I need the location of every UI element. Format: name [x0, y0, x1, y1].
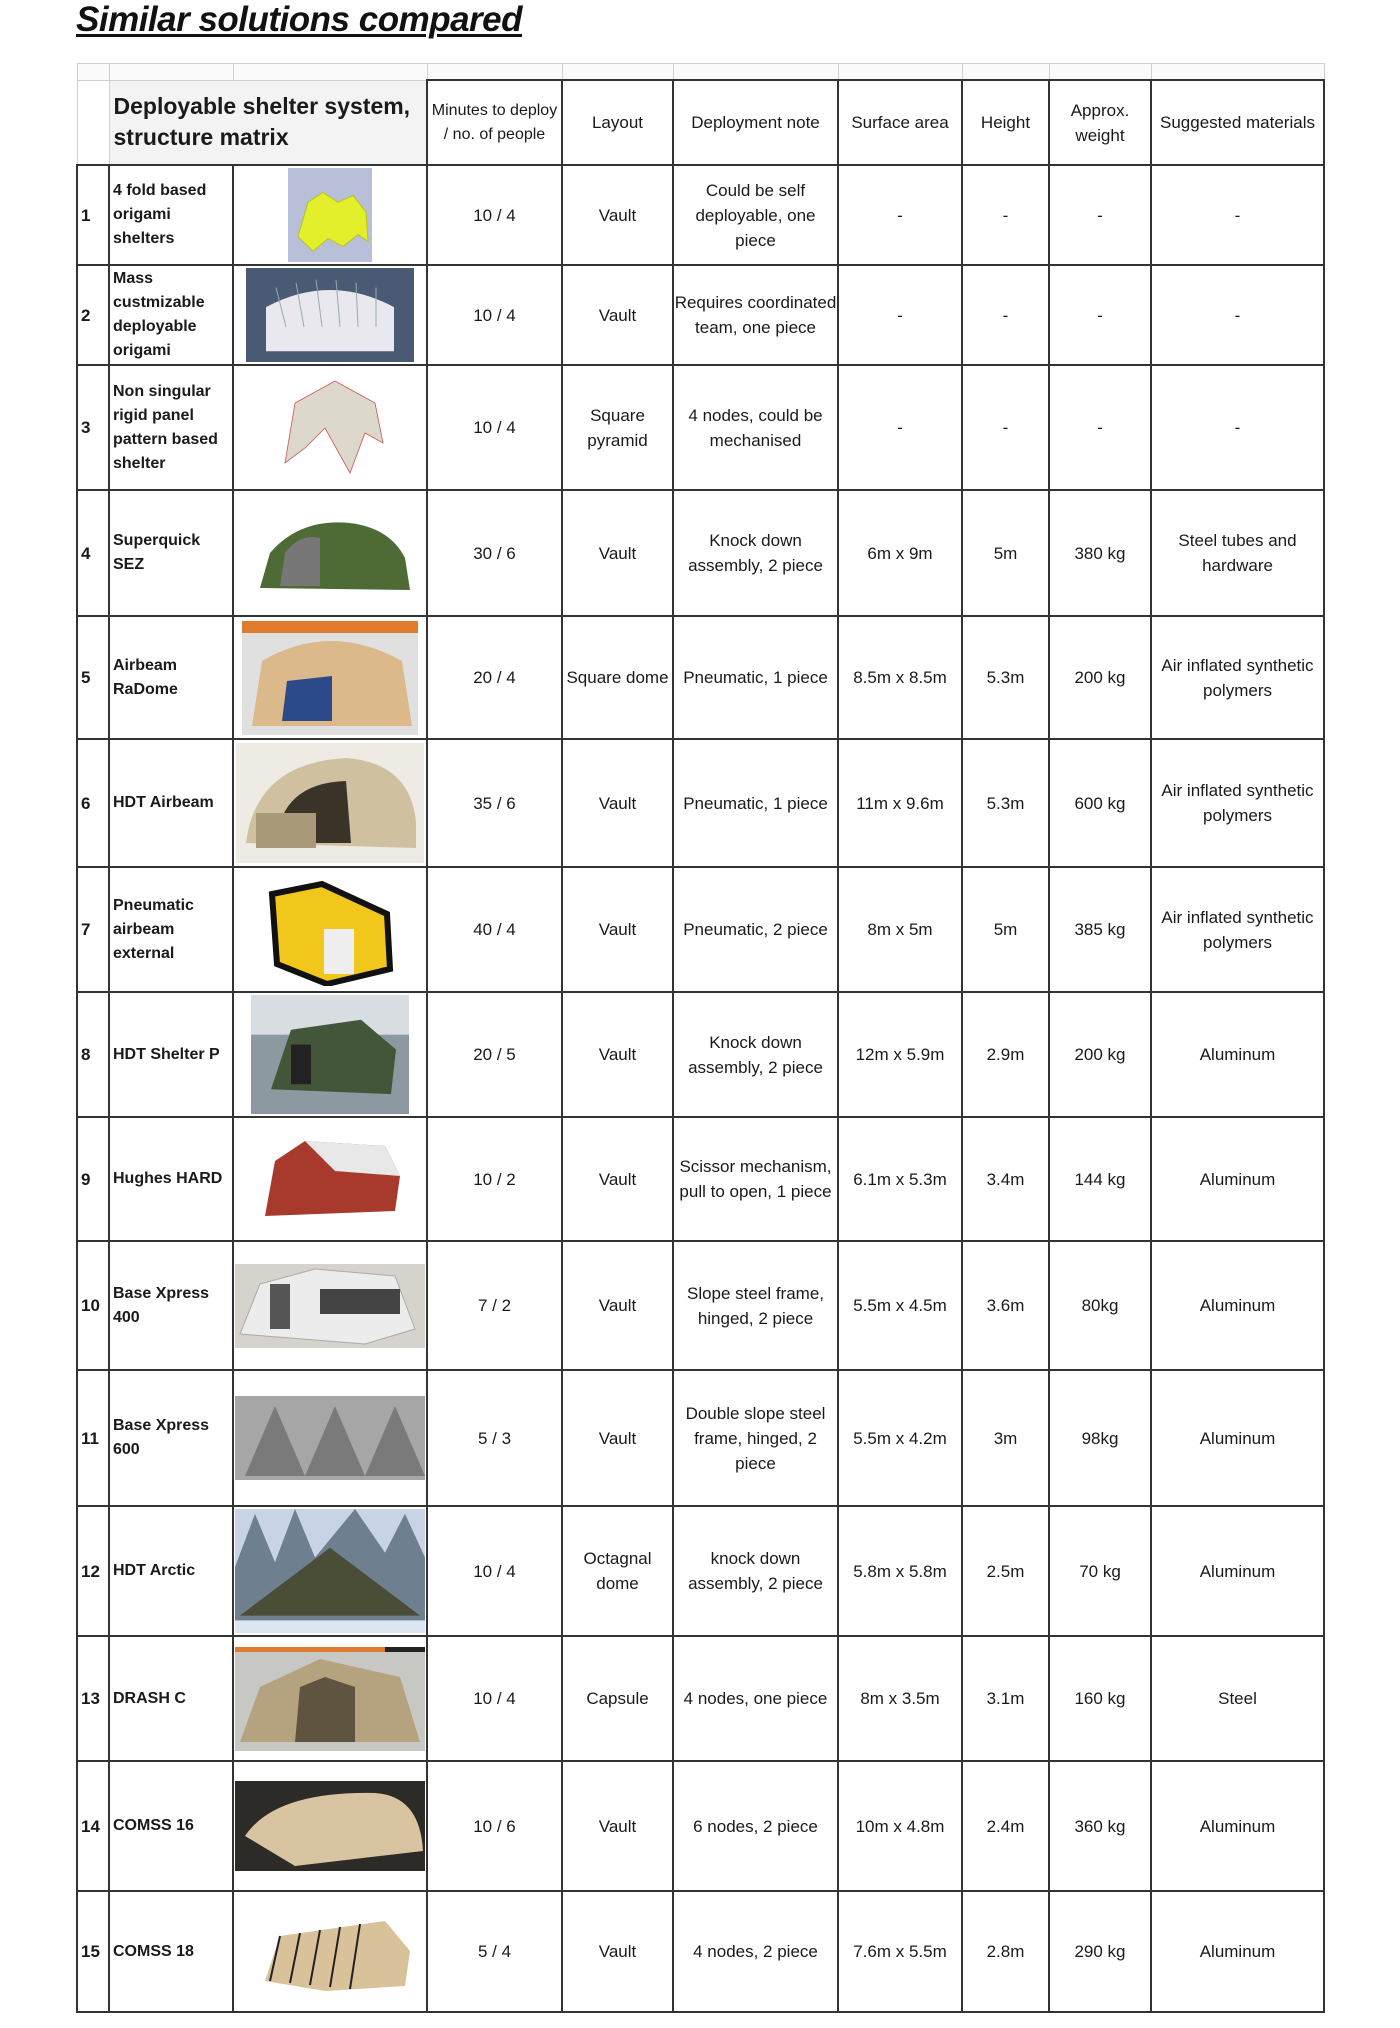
materials-cell: Air inflated synthetic polymers: [1151, 739, 1324, 867]
shelter-image: [233, 739, 427, 867]
deployment-note-cell: Requires coordinated team, one piece: [673, 265, 838, 365]
row-number: 15: [77, 1891, 109, 2012]
table-row: [77, 867, 1324, 992]
shelter-name: COMSS 18: [109, 1891, 233, 2012]
surface-area-cell: 10m x 4.8m: [838, 1761, 962, 1891]
layout-cell: Vault: [562, 490, 673, 616]
materials-cell: Air inflated synthetic polymers: [1151, 867, 1324, 992]
header-surface-area: Surface area: [838, 80, 962, 165]
shelter-name: HDT Arctic: [109, 1506, 233, 1636]
materials-cell: Aluminum: [1151, 992, 1324, 1117]
shelter-name: Base Xpress 400: [109, 1241, 233, 1370]
shelter-image: [233, 616, 427, 739]
weight-cell: 200 kg: [1049, 616, 1151, 739]
deployment-note-cell: knock down assembly, 2 piece: [673, 1506, 838, 1636]
table-row: [77, 1636, 1324, 1761]
matrix-title: Deployable shelter system, structure matrix: [109, 80, 427, 165]
surface-area-cell: 6.1m x 5.3m: [838, 1117, 962, 1241]
layout-cell: Square dome: [562, 616, 673, 739]
layout-cell: Square pyramid: [562, 365, 673, 490]
layout-cell: Vault: [562, 1761, 673, 1891]
surface-area-cell: 6m x 9m: [838, 490, 962, 616]
shelter-photo-tan-vault-dark-bg: [235, 1781, 425, 1871]
deployment-note-cell: Pneumatic, 2 piece: [673, 867, 838, 992]
height-cell: 2.9m: [962, 992, 1049, 1117]
minutes-people: 10 / 4: [427, 1506, 562, 1636]
minutes-people: 10 / 6: [427, 1761, 562, 1891]
header-blank-cell: [77, 80, 109, 165]
minutes-people: 10 / 4: [427, 365, 562, 490]
height-cell: 5.3m: [962, 739, 1049, 867]
shelter-photo-yellow-origami-vault: [288, 168, 372, 262]
shelter-photo-camo-tent-in-snow: [235, 1509, 425, 1633]
shelter-photo-white-folded-origami-vault: [246, 268, 414, 362]
row-number: 12: [77, 1506, 109, 1636]
shelter-name: Pneumatic airbeam external: [109, 867, 233, 992]
minutes-people: 10 / 2: [427, 1117, 562, 1241]
height-cell: 5m: [962, 867, 1049, 992]
height-cell: 2.8m: [962, 1891, 1049, 2012]
shelter-image: [233, 1117, 427, 1241]
deployment-note-cell: Slope steel frame, hinged, 2 piece: [673, 1241, 838, 1370]
weight-cell: -: [1049, 165, 1151, 265]
deployment-note-cell: Pneumatic, 1 piece: [673, 616, 838, 739]
table-row: [77, 1761, 1324, 1891]
shelter-photo-white-frame-tent: [235, 1264, 425, 1348]
weight-cell: 70 kg: [1049, 1506, 1151, 1636]
shelter-name: Superquick SEZ: [109, 490, 233, 616]
height-cell: -: [962, 365, 1049, 490]
weight-cell: 380 kg: [1049, 490, 1151, 616]
shelter-photo-red-white-tent: [255, 1136, 405, 1222]
row-number: 14: [77, 1761, 109, 1891]
minutes-people: 5 / 3: [427, 1370, 562, 1506]
shelter-image: [233, 1506, 427, 1636]
deployment-note-cell: Could be self deployable, one piece: [673, 165, 838, 265]
deployment-note-cell: Pneumatic, 1 piece: [673, 739, 838, 867]
shelter-photo-rigid-panel-pyramid: [255, 373, 405, 483]
height-cell: -: [962, 165, 1049, 265]
layout-cell: Vault: [562, 1370, 673, 1506]
shelter-name: DRASH C: [109, 1636, 233, 1761]
shelter-image: [233, 365, 427, 490]
materials-cell: -: [1151, 165, 1324, 265]
height-cell: 3.1m: [962, 1636, 1049, 1761]
shelter-photo-yellow-black-pneumatic-tent: [262, 874, 398, 986]
minutes-people: 7 / 2: [427, 1241, 562, 1370]
row-number: 2: [77, 265, 109, 365]
weight-cell: 360 kg: [1049, 1761, 1151, 1891]
row-number: 5: [77, 616, 109, 739]
deployment-note-cell: Knock down assembly, 2 piece: [673, 490, 838, 616]
shelter-photo-green-arched-tent: [240, 498, 420, 608]
weight-cell: 80kg: [1049, 1241, 1151, 1370]
shelter-name: Base Xpress 600: [109, 1370, 233, 1506]
shelter-name: COMSS 16: [109, 1761, 233, 1891]
table-row: [77, 490, 1324, 616]
deployment-note-cell: Scissor mechanism, pull to open, 1 piece: [673, 1117, 838, 1241]
row-number: 13: [77, 1636, 109, 1761]
layout-cell: Capsule: [562, 1636, 673, 1761]
shelter-name: HDT Airbeam: [109, 739, 233, 867]
height-cell: 5m: [962, 490, 1049, 616]
shelter-image: [233, 1636, 427, 1761]
shelter-name: Non singular rigid panel pattern based shelter: [109, 365, 233, 490]
header-deployment-note: Deployment note: [673, 80, 838, 165]
row-number: 11: [77, 1370, 109, 1506]
deployment-note-cell: 4 nodes, could be mechanised: [673, 365, 838, 490]
deployment-note-cell: Double slope steel frame, hinged, 2 piece: [673, 1370, 838, 1506]
header-layout: Layout: [562, 80, 673, 165]
surface-area-cell: -: [838, 165, 962, 265]
header-height: Height: [962, 80, 1049, 165]
minutes-people: 20 / 5: [427, 992, 562, 1117]
layout-cell: Vault: [562, 1117, 673, 1241]
weight-cell: 290 kg: [1049, 1891, 1151, 2012]
header-materials: Suggested materials: [1151, 80, 1324, 165]
shelter-image: [233, 1370, 427, 1506]
materials-cell: Aluminum: [1151, 1241, 1324, 1370]
weight-cell: -: [1049, 365, 1151, 490]
deployment-note-cell: Knock down assembly, 2 piece: [673, 992, 838, 1117]
deployment-note-cell: 4 nodes, 2 piece: [673, 1891, 838, 2012]
table-row: [77, 739, 1324, 867]
row-number: 10: [77, 1241, 109, 1370]
table-row: [77, 265, 1324, 365]
layout-cell: Vault: [562, 165, 673, 265]
shelter-name: Mass custmizable deployable origami: [109, 265, 233, 365]
minutes-people: 35 / 6: [427, 739, 562, 867]
weight-cell: -: [1049, 265, 1151, 365]
materials-cell: Aluminum: [1151, 1117, 1324, 1241]
weight-cell: 160 kg: [1049, 1636, 1151, 1761]
shelter-image: [233, 1891, 427, 2012]
header-minutes: Minutes to deploy / no. of people: [427, 80, 562, 165]
table-row: [77, 1117, 1324, 1241]
shelter-photo-tan-dome-tent: [242, 621, 418, 735]
layout-cell: Vault: [562, 867, 673, 992]
minutes-people: 30 / 6: [427, 490, 562, 616]
layout-cell: Vault: [562, 1891, 673, 2012]
materials-cell: Steel: [1151, 1636, 1324, 1761]
height-cell: 2.4m: [962, 1761, 1049, 1891]
shelter-image: [233, 490, 427, 616]
surface-area-cell: 8m x 5m: [838, 867, 962, 992]
height-cell: 3.6m: [962, 1241, 1049, 1370]
shelter-image: [233, 265, 427, 365]
surface-area-cell: 12m x 5.9m: [838, 992, 962, 1117]
shelter-image: [233, 165, 427, 265]
page-title: Similar solutions compared: [76, 0, 522, 39]
minutes-people: 10 / 4: [427, 1636, 562, 1761]
weight-cell: 98kg: [1049, 1370, 1151, 1506]
table-row: [77, 1506, 1324, 1636]
height-cell: 2.5m: [962, 1506, 1049, 1636]
minutes-people: 10 / 4: [427, 165, 562, 265]
table-row: [77, 1891, 1324, 2012]
surface-area-cell: 7.6m x 5.5m: [838, 1891, 962, 2012]
shelter-name: 4 fold based origami shelters: [109, 165, 233, 265]
shelter-image: [233, 1761, 427, 1891]
shelter-name: Airbeam RaDome: [109, 616, 233, 739]
shelter-name: Hughes HARD: [109, 1117, 233, 1241]
shelter-photo-tan-airbeam-hangar: [236, 743, 424, 863]
shelter-name: HDT Shelter P: [109, 992, 233, 1117]
shelter-image: [233, 992, 427, 1117]
spreadsheet-gap-row: [77, 64, 1324, 81]
minutes-people: 40 / 4: [427, 867, 562, 992]
row-number: 8: [77, 992, 109, 1117]
table-row: [77, 1370, 1324, 1506]
height-cell: 3.4m: [962, 1117, 1049, 1241]
shelter-image: [233, 867, 427, 992]
row-number: 9: [77, 1117, 109, 1241]
height-cell: 5.3m: [962, 616, 1049, 739]
header-row: [77, 80, 1324, 165]
height-cell: -: [962, 265, 1049, 365]
shelter-image: [233, 1241, 427, 1370]
height-cell: 3m: [962, 1370, 1049, 1506]
minutes-people: 20 / 4: [427, 616, 562, 739]
surface-area-cell: 8m x 3.5m: [838, 1636, 962, 1761]
header-weight: Approx. weight: [1049, 80, 1151, 165]
layout-cell: Octagnal dome: [562, 1506, 673, 1636]
layout-cell: Vault: [562, 739, 673, 867]
surface-area-cell: 11m x 9.6m: [838, 739, 962, 867]
shelter-photo-green-frame-tent: [251, 995, 409, 1114]
materials-cell: -: [1151, 365, 1324, 490]
materials-cell: Air inflated synthetic polymers: [1151, 616, 1324, 739]
table-row: [77, 616, 1324, 739]
minutes-people: 5 / 4: [427, 1891, 562, 2012]
minutes-people: 10 / 4: [427, 265, 562, 365]
shelter-photo-tan-frame-tent: [245, 1911, 415, 1993]
row-number: 1: [77, 165, 109, 265]
weight-cell: 144 kg: [1049, 1117, 1151, 1241]
deployment-note-cell: 4 nodes, one piece: [673, 1636, 838, 1761]
surface-area-cell: 5.5m x 4.2m: [838, 1370, 962, 1506]
layout-cell: Vault: [562, 1241, 673, 1370]
materials-cell: Aluminum: [1151, 1761, 1324, 1891]
surface-area-cell: 5.5m x 4.5m: [838, 1241, 962, 1370]
surface-area-cell: -: [838, 265, 962, 365]
materials-cell: -: [1151, 265, 1324, 365]
weight-cell: 200 kg: [1049, 992, 1151, 1117]
surface-area-cell: -: [838, 365, 962, 490]
shelter-photo-tan-drash-tent: [235, 1647, 425, 1751]
deployment-note-cell: 6 nodes, 2 piece: [673, 1761, 838, 1891]
row-number: 7: [77, 867, 109, 992]
layout-cell: Vault: [562, 265, 673, 365]
surface-area-cell: 8.5m x 8.5m: [838, 616, 962, 739]
weight-cell: 385 kg: [1049, 867, 1151, 992]
weight-cell: 600 kg: [1049, 739, 1151, 867]
row-number: 6: [77, 739, 109, 867]
shelter-photo-gray-tent-row: [235, 1396, 425, 1480]
materials-cell: Aluminum: [1151, 1506, 1324, 1636]
materials-cell: Aluminum: [1151, 1370, 1324, 1506]
table-row: [77, 165, 1324, 265]
table-row: [77, 992, 1324, 1117]
shelter-matrix-table: [76, 63, 1325, 2013]
surface-area-cell: 5.8m x 5.8m: [838, 1506, 962, 1636]
row-number: 3: [77, 365, 109, 490]
materials-cell: Steel tubes and hardware: [1151, 490, 1324, 616]
table-row: [77, 1241, 1324, 1370]
row-number: 4: [77, 490, 109, 616]
table-row: [77, 365, 1324, 490]
materials-cell: Aluminum: [1151, 1891, 1324, 2012]
layout-cell: Vault: [562, 992, 673, 1117]
